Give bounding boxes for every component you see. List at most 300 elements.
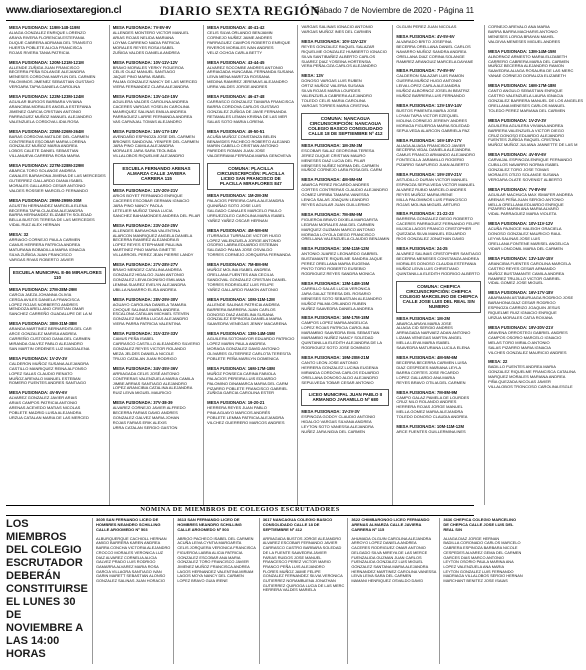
member-name: ZUÑIGA VALDES DANIELA ANDREA	[112, 49, 180, 55]
member-name: MELLA LEIVA MARIA ISABEL	[396, 340, 450, 346]
member-name: GONZALEZ ESPINOSA DANIELA MARIA	[207, 316, 282, 322]
member-name: JIMENEZ MUÑOZ FRANCISCA ANDREA	[177, 563, 250, 569]
mesa-title: MESA FUSIONADA: 13M-14M-15M	[207, 331, 275, 337]
location-header	[396, 281, 481, 313]
member-name: LOPEZ ROJAS PATRICIA CAROLINA	[301, 325, 370, 331]
member-name: BARRERA BARRERA JUAN CARLOS	[207, 306, 276, 312]
mesa-block	[488, 49, 583, 80]
member-name: PINTO TORO ROBERTO EUSEBIO	[301, 266, 366, 272]
mesa-block	[396, 138, 481, 169]
member-name: BARRA CONCHA VICTORIA ALEJANDRO	[96, 545, 171, 551]
mesa-title: MESA FUSIONADA: 13M-14M-15M	[488, 48, 556, 54]
member-name: LOPEZ GALLARDO ANA MARIA	[396, 374, 456, 380]
member-name: POBLETE PEÑA MARILYN DOMENICA	[207, 355, 279, 361]
mesa-title: MESA FUSIONADA: 13V-14V-15V	[112, 94, 178, 100]
member-name: VALENZUELA CABRERA ALEJANDRO	[301, 93, 373, 99]
mesa-title: MESA FUSIONADA: 1M-2M-3M	[301, 142, 363, 148]
member-name: ALARCON MANRIQUEZ ANGELA DANIELA	[112, 232, 193, 238]
member-name: VILCHES GONZALEZ MAURICIO ANDRES	[488, 349, 567, 355]
member-name: TORRES RODRIGUEZ LUIS FELIPE	[207, 281, 274, 287]
text-column	[6, 25, 109, 505]
mesa-block	[207, 25, 294, 56]
member-name: PALACIOS PEREIRA LUIS EDUARDO	[207, 375, 277, 381]
mesa-title: MESA FUSIONADA: 27V-28V-27V	[112, 262, 178, 268]
mesa-block	[443, 537, 522, 584]
member-name: CONTRERAS ESCOBAR MARIA LORENA	[9, 138, 86, 144]
member-name: ARRIAGO CORNEJO PAULA CARMEN	[9, 237, 81, 243]
member-name: RAMIREZ ARANGUIZ MARCELA DAYANE	[396, 58, 474, 64]
mesa-block	[207, 60, 294, 91]
member-name: ESCOBAR SALAZ GEORGINA TERESA	[301, 147, 375, 153]
mesa-title: MESA FUSIONADA: 10V-11V-12V	[112, 59, 178, 65]
mesa-title: MESA FUSIONADA: 16M-17M-18M	[301, 315, 370, 321]
mesa-block	[396, 211, 481, 242]
member-name: MILLA PALOMINOS LUIS FRANCISCO	[396, 196, 467, 202]
member-name: GONZALEZ TORO JOSE TOMAS	[488, 167, 549, 173]
member-name: VILLARROEL PEREZ JEAN PIERRE LANDY	[112, 252, 194, 258]
notice-box	[6, 518, 92, 664]
mesa-block	[113, 188, 200, 219]
member-name: GONZALEZ GALVEZ MARIA JOHAN	[112, 415, 180, 421]
member-name: CESPEDES ALVAREZ GEMA DEL CARMEN	[443, 549, 522, 555]
mesa-block	[301, 355, 389, 386]
mesa-block	[488, 221, 583, 252]
member-name: ORELLANA DONOSO ALDO ALEJANDRO	[301, 374, 379, 380]
mesa-title: MESA: 13V	[301, 73, 324, 79]
mesa-title: MESA FUSIONADA: 23V-24V-25V	[112, 222, 178, 228]
text-column	[297, 25, 392, 505]
member-name: VILCHEZ GUERRERO MARCOS ANDRES	[207, 420, 285, 426]
member-name: MARQUEZ GUZMAN MARCO ANTONIO	[301, 226, 375, 232]
location-header	[113, 163, 200, 185]
member-name: ARCE GONZALEZ MARISA ANDREA	[9, 331, 77, 337]
member-name: LOPEZ VALENZUELA ANA MARIA	[443, 563, 505, 569]
member-name: AGUSTIN HERNANDEZ MARCELA ELENA	[9, 202, 88, 208]
mesa-block	[263, 537, 345, 593]
member-name: LOPEZ REYES STEPHANIE PAULINA	[112, 242, 183, 248]
member-name: SALGADO PALMA JOSE OSVALDO	[207, 247, 273, 253]
member-name: ALVAREZ SOCOMBE ANDRES ANTONIO	[207, 64, 283, 70]
mesa-title: MESA FUSIONADA: 19M-20M-21M	[301, 354, 370, 360]
location-header	[9, 267, 106, 284]
mesa-title: MESA FUSIONADA: 43-44-45	[207, 59, 265, 65]
member-name: ALIAGA CID SERGIO ANDRES	[396, 325, 453, 331]
mesa-block	[488, 187, 583, 218]
member-name: ESCALONA CATALAN MICHAEL STEVEN	[112, 311, 190, 317]
member-name: ORELLANA FUENTES ANA CECILIA	[207, 272, 274, 278]
member-name: BECERRA ORELLANA DANIEL CARLOS	[396, 43, 471, 49]
member-name: CUBILLOS NAVARRO NORMA ISABEL	[488, 162, 560, 168]
member-name: QUINTANILLA ELEDITH RODRIGO ALBERTO	[396, 270, 480, 276]
member-name: BARRA HERNANDEZ ELIZABETH SOLEDAD	[9, 212, 92, 218]
member-name: GARCIA VILLAGRA SANTIAGO IVAN	[96, 568, 162, 574]
mesa-title: MESA FUSIONADA: 10V-11V-12V	[488, 221, 554, 227]
member-name: DELGADO SILVA MIREYA DE LAS MERCE	[351, 549, 428, 555]
mesa-block	[301, 25, 389, 35]
member-name: GONZALEZ LEIVA DIONISIO EMILIANA	[112, 276, 186, 282]
member-name: ZUÑIGA GARCIA CAROLINA ESTER	[207, 390, 275, 396]
mesa-title: MESA FUSIONADA: 119M-148-119M	[9, 25, 80, 30]
member-name: VALDES ROSSIER MARCELO FERNANDO	[9, 187, 89, 193]
member-name: CARVAJAL ESPINOZA ENRIQUE FERNANDO	[488, 157, 573, 163]
mesa-block	[396, 25, 481, 30]
member-name: ABRIGO PACHECO ISABEL DEL CARMEN	[177, 535, 254, 541]
member-name: VIDAR LONCOMIL MARIA DEL CARMEN	[488, 245, 563, 251]
member-name: GONZALEZ SALINAS JUAN HORACIO	[96, 578, 165, 584]
mesa-title: 3617 NANCAGUA COLEGIO BASICO CONSOLIDADO CALLE 18 DE SEPTIEMBRE Nº 412	[262, 517, 333, 532]
member-name: BECERRA VIDAL DANIELA ALEJANDRA	[396, 147, 471, 153]
mesa-block	[351, 518, 436, 533]
member-name: ROJAS MOLINA MIGUEL ARTURO	[396, 201, 460, 207]
member-name: OSORIO LABRA EDUARDO ESTEBAN	[207, 242, 279, 248]
member-name: BENAVIDES PACHECO ROBERTO ALEJAND	[207, 138, 290, 144]
location-title: ESCUELA MUNICIPAL E-86 MIRAFLORES 110	[12, 269, 102, 280]
location-header	[301, 389, 389, 406]
member-name: CASTRO VALENZUELA LAURA IGNACIA	[488, 93, 564, 99]
member-name: ARENAS PEÑA JUAN SERGIO ANTONIO	[488, 196, 564, 202]
member-name: CORNEJO NUÑEZ JAIME ANDRES	[207, 34, 273, 40]
member-name: YAÑEZ GALLARDO RAMON ANTONIO	[207, 286, 279, 292]
mesa-title: MESA FUSIONADA: 227M-228M-229M	[9, 163, 84, 169]
member-name: MUÑOZ BARRERA LUIS FERNANDO	[396, 93, 465, 99]
member-name: CORTES CONTRERAS CLAUDIO ALEJANDRO	[301, 187, 389, 193]
member-name: FARIAS RUIDOS JOSE MANUEL	[262, 554, 322, 560]
member-name: PIZARRO MARIN ANA MARIA ALVARO	[488, 206, 559, 212]
mesa-title: MESA FUSIONADA: 4M-5M-6M	[301, 177, 363, 183]
mesa-title: 3622 CHIMBARONGO LICEO FERNANDO ARENAS ALMARZA CALLE JAVIERA CARRERA Nº 115	[351, 517, 430, 532]
issue-date-page: Sábado 7 de Noviembre de 2020 - Página 11	[314, 6, 474, 15]
mesa-block	[207, 262, 294, 293]
member-name: AGUILAR MACHUCA MAX ISMAFER ANDREA	[488, 191, 573, 197]
mesa-block	[177, 537, 255, 584]
member-name: SANCHEZ BAHAMONDES ANDREA DEL PILAR	[112, 212, 201, 218]
member-name: BUSTAMANTE RIQUELME SANDRA JAQUE	[301, 256, 383, 262]
mesa-title: MESA FUSIONADA: 16M-17M-18M	[207, 365, 275, 371]
member-name: PALOMINO DINAMARCA MARIA DEL CARM	[207, 380, 289, 386]
member-name: ROJAS FARIAS ERIK ALEXIS	[112, 419, 167, 425]
mesa-block	[207, 400, 294, 426]
escrutadores-section	[6, 517, 523, 664]
member-name: LEYTON GONZALEZ LUIS FERNANDO	[443, 568, 514, 574]
member-name: LETELIER MUÑOZ TANIA LUCIA	[112, 207, 173, 213]
location-title: ESCUELA FERNANDO ARENAS ALMARZA CALLE JAVIERA CARRERA 115	[122, 166, 191, 182]
member-name: VALDIVIA MENESES MIGUEL ANDRES	[488, 38, 561, 44]
member-name: UBILLA NAVARRO ELISA ANDREA	[112, 286, 177, 292]
mesa-block	[396, 34, 481, 65]
mesa-title: MESA FUSIONADA: 19-20-21	[207, 400, 265, 406]
member-name: SEPULVEDA ALARCON GABRIELA PAZ	[396, 127, 470, 133]
mesa-block	[301, 246, 389, 277]
member-name: RIQUELME RUIZ IGNACIO ENRIQUE	[488, 310, 557, 316]
band-bottom-rule	[6, 515, 474, 516]
member-name: GONZALEZ REYES VICTOR ROLANDO	[112, 345, 186, 351]
member-name: VALENZUELA CORDOVA LIDIA ROSA	[9, 118, 79, 124]
member-name: LEYTON SOTO VANESSA ALEJANDRA	[301, 424, 374, 430]
member-name: CHOQUE SALINAS MARÍA ANDREA	[112, 306, 180, 312]
mesa-block	[113, 94, 200, 125]
member-name: PARRAGUEZ MUÑOZ MANUEL ALEJANDRO	[9, 113, 92, 119]
member-name: GONZALEZ HIDALGO JUAN ANTONIO	[112, 272, 184, 277]
mesa-block	[113, 366, 200, 397]
member-name: BARAHONA DIAZ CESAR RODRIGO	[488, 300, 556, 306]
escrutador-column	[439, 518, 525, 664]
member-name: MENESES DIAZ LUCIA DEL PILAR	[301, 157, 366, 163]
mesa-block	[488, 118, 583, 149]
member-name: PIZARRO POBLETE FRANCISCO GABRIEL	[207, 385, 288, 391]
member-name: QUINTANILLA ELEDITH ALEJANDRA DE LA	[301, 340, 383, 346]
member-name: CONTRERAS VALENZUELA MARIA CAMILA	[112, 375, 194, 381]
member-name: VARGAS MUÑOZ INES DEL CARMEN	[301, 28, 372, 34]
mesa-block	[301, 39, 389, 70]
site-url[interactable]: www.diariosextaregion.cl	[6, 5, 122, 16]
member-name: MUÑOZ CORNEJO LARA ROSA DEL CARM	[301, 167, 382, 173]
member-name: LOYAN TAPIA VICTOR EZEQUIEL	[396, 112, 459, 118]
member-name: SILVA ROJAS MARIA LOURDES	[301, 88, 361, 94]
member-name: CELIS JORQUERA VERONICA FRANCISCA	[177, 545, 256, 551]
member-name: GONZALEZ MUÑOZ MARIA ANDREA	[9, 143, 78, 149]
member-name: ARROYO LOPEZ DANIELA ANDREA	[351, 540, 417, 546]
mesa-title: 3605 SAN FERNANDO LICEO DE HOMBRES NEANDRO SCHILLING CALLE ARGOMEDO Nº 503	[96, 517, 161, 532]
mesa-block	[96, 518, 170, 533]
mesa-block	[207, 366, 294, 397]
member-name: LOBOS CALETE DANIEL SEBASTIAN	[9, 148, 79, 154]
mesa-block	[263, 518, 345, 533]
member-name: RODRIGUEZ REYES SANDRA MONICA	[301, 271, 375, 276]
member-name: MUÑOZ PALMA ORLANDO RUBEN	[301, 300, 367, 306]
member-name: RUIZ LEIVA MIGUEL MAURICIO	[112, 390, 172, 396]
mesa-title: MESA FUSIONADA: 7V-8V-9V	[396, 68, 455, 74]
member-name: MORAGA GONZALEZ DAVID ANTONIO	[207, 346, 280, 352]
member-name: MARAMBIO SAAVEDRA EMIL SEBASTIAN	[301, 330, 380, 336]
member-name: PINA AGUAYO MARCOS ANDRÉS	[207, 410, 271, 416]
mesa-block	[96, 537, 170, 584]
member-name: DUQUE CABRERA ADRIANA DEL TRANSITO	[9, 39, 93, 45]
member-name: GONZALEZ TORO FRANCISCO JAVIER	[177, 559, 249, 565]
mesa-title: MESA FUSIONADA: 122M-123M-124M	[9, 94, 84, 100]
member-name: GARCES DIAS MARCO ANTONIO	[443, 554, 505, 560]
member-name: ARRIAGADA HUNCABAL FERNANDA SUSANA	[207, 69, 294, 75]
member-name: RIQUELME GONZALEZ HUMBERTO IGNACIO	[301, 48, 387, 54]
mesa-title: MESA FUSIONADA: 37V-38-39	[112, 400, 173, 406]
member-name: ABARCA TORO SOLANGE ANDREA	[9, 168, 76, 174]
member-name: MENESES NUÑEZ NORMA DEL CARMEN	[301, 162, 379, 168]
member-name: LEIVA LOPEZ CARLA ALEJANDRA	[396, 83, 461, 89]
mesa-block	[396, 103, 481, 134]
member-name: MORAGA FIGUEROA MARIA SOLEDAD	[396, 122, 470, 128]
member-name: LEYTON OSORIO PAULA MARINA ANA	[443, 559, 514, 565]
member-name: LAGOS HERNANDEZ VALENTINA MIRIAM	[177, 568, 254, 574]
mesa-title: MESA FUSIONADA: 19V-20V-21V	[396, 172, 462, 178]
mesa-block	[396, 355, 481, 386]
member-name: RETAMALES LEMAN KRISNA DE LAS MER	[207, 113, 288, 119]
member-name: MUÑOZ LEIVA LUIS CHRISTIANO	[396, 265, 459, 271]
member-name: URZUA CATALAN MARIA DE LAS MERCED	[9, 414, 89, 420]
member-name: CARRILLO SALAS LUCIA VERONICA	[301, 285, 371, 291]
member-name: ARAVENA ORROSTEGI GABRIEL ANDRES	[488, 329, 568, 335]
member-name: LOPEZ VALENZUELA JORGE ANTONIO	[207, 237, 281, 243]
member-name: NUÑEZ SAAVEDRA DANIELA ANDREA	[301, 305, 374, 311]
mesa-title: MESA FUSIONADA: 28V-29V-30V	[112, 296, 178, 302]
member-name: VAS CARVAJAL TOMAS ALEJANDRO	[112, 118, 182, 124]
member-name: SAN MARTIN ORDENES LUZ MAGDALENA	[9, 345, 90, 351]
escrutador-column	[92, 518, 173, 664]
member-name: JEREZ DUQUE CRISTIAN MAURO	[301, 152, 366, 158]
member-name: GONZALEZ RIQUELME FRANCISCA CATALINA	[488, 369, 576, 375]
member-name: ALVARADO BRITO JOSEFINA	[396, 38, 452, 44]
member-name: ORELLANA FONTENE MARISEL ANGELICA	[488, 241, 570, 246]
member-name: ALIAGA DIAZ JORGE HERNAN	[443, 535, 500, 541]
member-name: BECERRA MENESES CONSTANZA ANDREA	[396, 255, 479, 261]
member-name: FUENZALIDA GONZALEZ LUIS MIGUEL	[351, 559, 424, 565]
member-name: GOMEZ URRIBA TAMARA VANESSA	[301, 192, 369, 198]
text-column	[203, 25, 297, 505]
member-name: HIDALGO VARGAS SILVANA ANDREA	[301, 419, 372, 425]
member-name: CABRERA ESPINOZA BARBARA NICOLE	[443, 545, 518, 551]
mesa-block	[301, 409, 389, 435]
mesa-title: MESA FUSIONADA: 10M-11M-12M	[301, 246, 369, 252]
member-name: MARQUEZ MORALES MARIANA ANDREA	[488, 374, 566, 380]
mesa-title: MESA FUSIONADA: 7V-8V-9V	[112, 25, 171, 30]
mesa-block	[113, 223, 200, 258]
mesa-block	[113, 60, 200, 91]
mesa-block	[488, 290, 583, 321]
member-name: MUÑOZ MUÑOZ JULIANA JANNETTE DE LAS M	[488, 142, 578, 148]
member-name: LOYMA CARRENO NADIA PATRICIA	[112, 39, 180, 45]
member-name: GONZALEZ FERNANDEZ SILVIA VERONICA	[262, 573, 343, 579]
mesa-title: MESA FUSIONADA: 4M-5M-6M	[396, 354, 458, 360]
mesa-block	[443, 518, 522, 533]
member-name: VILLALOBOS RIQUELME ALEJANDRO	[112, 153, 185, 159]
mesa-title: MESA FUSIONADA: 7M-8M-9M	[396, 389, 458, 395]
member-name: BARRA CORDOVA CARLOS GUSTAVO	[207, 103, 280, 109]
member-name: FUENTES ZUÑIGA RAQUEL CRISTINA	[488, 137, 560, 143]
mesa-title: 3613 SAN FERNANDO LICEO DE HOMBRES NEANDRO SCHILLING CALLE ARGOMEDO Nº 503	[177, 517, 242, 532]
member-name: ANTONIO JUAREZ LEONARDO GABRIEL	[301, 251, 379, 257]
mesa-title: MESA FUSIONADA: 13V-15V-14V	[396, 102, 462, 108]
mesa-title: MESA FUSIONADA: 16M-17M-18M	[488, 83, 556, 89]
mesa-title: MESA FUSIONADA: 46-47-48	[207, 94, 265, 100]
member-name: GUERRA MUÑOZ HUGO ANTONIO	[396, 78, 462, 84]
member-name: SEPULVEDA TOBAR CESAR ANTONIO	[301, 379, 374, 385]
member-name: VIDAL RUIZ ALEX HERNAN	[9, 222, 60, 228]
mesa-block	[488, 83, 583, 114]
mesa-block	[207, 331, 294, 362]
member-name: ALIAGA GONZALEZ ENRIQUE LORENZO	[9, 30, 86, 35]
member-name: RIVEROS MORALES IVAN ANDRES	[207, 44, 274, 50]
member-name: PEREZ ORELLANA MARIA EUGENIA	[301, 261, 370, 267]
mesa-title: MESA FUSIONADA: 49-50-51	[207, 128, 265, 134]
member-name: BADILLA CORONADO CARLOS MARCELO	[443, 540, 521, 546]
member-name: LEIVA MENA MARITZA ROSSANA	[207, 74, 270, 80]
member-name: FRANCESCO PEREZ VICTOR MARIO	[262, 559, 331, 565]
member-name: MUÑOZ FONSECA CARINA FABIOLA	[207, 370, 276, 376]
member-name: FIGUEROA BRAVO DIXIELA MARGARITA	[301, 216, 378, 222]
member-name: LOPEZ BRAVO GUIA IRENE	[177, 578, 228, 584]
member-name: BECERRA TAPIA CLAUDIA ALEJANDRA	[9, 207, 83, 213]
member-name: MIRANDA GALVEZ PABLO ALEJANDRO	[9, 340, 83, 346]
mesa-title: MESA FUSIONADA: 19V-20V-21V	[488, 324, 554, 330]
mesa-title: MESA FUSIONADA: 16V-17V-18V	[112, 128, 178, 134]
member-name: REYES GONZALEZ RAQUEL SALAZAR	[301, 43, 375, 49]
member-name: MORAGA LOYOLA DIEGO FRANCISCO	[301, 231, 375, 237]
member-name: AHUMADA OLGUIN CAROLINA ALEJANDRA	[351, 535, 432, 541]
member-name: CELIS SILVA ORLANDO BENJAMIN	[207, 30, 273, 35]
member-name: VILLANUEVA CARRERA ROSA MARIA	[9, 153, 80, 159]
member-name: GARIN MARETT SEBASTIAN ALONSO	[96, 573, 166, 579]
mesa-title: MESA FUSIONADA: 31V-32V-33V	[112, 331, 178, 337]
member-name: ARRIAGADA CELIS JOSÉ ANTONIO	[112, 370, 180, 376]
member-name: CARRASCO GONZALEZ TAMARA FRANCISCA	[207, 99, 294, 105]
member-name: LEIVA LEIVA SARA DEL CARMEN	[351, 573, 412, 579]
mesa-block	[9, 287, 106, 318]
member-name: BECERRA BECERRA CARMEN LUISA	[396, 359, 467, 365]
member-name: MATURANA BOBADILLA MARIA IGNACIA	[9, 247, 86, 252]
member-name: AGUILERA SOTOMAYOR EDUARDO PATRICIO	[207, 336, 295, 342]
member-name: HERRERA GONZALEZ LUCINA EUGENIA	[301, 364, 379, 370]
mesa-block	[9, 129, 106, 160]
member-name: BECERRA PEÑA SOLANGE ALEJANDRA	[9, 69, 85, 75]
mesa-title: MESA FUSIONADA: 4V-5V-6V	[488, 152, 547, 158]
member-name: AGUILAR BURGOS BARBARA VIVIANA	[9, 99, 82, 105]
member-name: PARRAGUEZ CAMPOS ROBERTO ENRIQUE	[207, 39, 291, 45]
member-name: GUTIERREZ GALLARDO DIANA ISABEL	[9, 177, 84, 183]
member-name: BELLA BUSTOS TERESA DE LAS MERCEDES	[9, 217, 95, 223]
member-name: CACERES PARRAGUEZ FERNANDO FELIPE	[396, 221, 480, 227]
member-name: ALVAREZ SALINAS CRISTOPHER SANTIAGO	[396, 251, 482, 256]
mesa-title: 3636 CHEPICA COLEGIO MARCELINO DE CHEPICA CALLE JOSE LUIS DEL REAL S/N	[443, 517, 517, 532]
mesa-title: MESA FUSIONADA: 1V-2V-3V	[488, 117, 547, 123]
member-name: PIZARRO SANFURGO JUAN ALBERTO	[396, 162, 469, 168]
mesa-block	[113, 331, 200, 362]
mesa-title: MESA FUSIONADA: 24-25	[396, 246, 448, 251]
member-name: DONOSO GONZALEZ MAURICIO RAUL	[488, 231, 562, 237]
member-name: VERA PEÑALOZA CARLOS ALEJANDRO	[301, 63, 377, 69]
member-name: CAMPO GALAZ PAMELA DE LOURDES	[396, 394, 470, 400]
member-name: CORNEJO AREVALO ANA MARIA	[488, 24, 550, 29]
member-name: LEYVA SALINAS JOSE LUIS	[488, 236, 541, 242]
member-name: SAAVEDRA VENEGAS JENNY MACARENA	[207, 321, 287, 327]
member-name: GONZALEZ ZUÑIGA DE JAVIE FERNANDA	[207, 108, 287, 114]
member-name: JAQUE PINO MARIA ISABEL	[112, 74, 166, 80]
member-name: FONTECILLA JARAMILLO ROGERIO	[396, 157, 465, 163]
member-name: ALIAGA ALIAGA FRANCISCO JAVIER	[396, 142, 466, 148]
member-name: AGUAYO CAROLINA DANIELA TAMARA	[112, 301, 187, 307]
member-name: DIAZ ALVAREZ CORNELIA ALICIA	[96, 554, 157, 560]
member-name: MUÑOZ AREVALO MANUEL ESTEBAN	[9, 375, 81, 381]
member-name: BRAVO MENDEZ CATALINA ANDREA	[112, 267, 182, 273]
member-name: MIRANDA CORDOVA CARLOS EDUARDO	[301, 369, 380, 375]
member-name: MEDINA RAMIREZ JEREMIAS ALEJANDRO	[207, 79, 288, 85]
member-name: VIERA FERNANDEZ CLARA ALEJANDRA	[112, 84, 189, 90]
member-name: CALDERON MUÑOZ SUSANA ALEJANDRA	[9, 360, 89, 366]
member-name: ARRIAGADA NARVAEZ ADAN ANTONIO	[396, 330, 471, 336]
member-name: FUENZALIDA GUZMAN JUAN CARLOS	[351, 554, 422, 560]
escrutador-column	[173, 518, 258, 664]
mesa-block	[301, 212, 389, 243]
location-title: LICEO MUNICIPAL JUAN PABLO II ARMANDO JARAMILLO Nº 680	[308, 392, 383, 403]
member-name: PALOMINOS JIMENEZ SEBASTIAN GUSTAVO	[9, 79, 95, 85]
mesa-block	[9, 163, 106, 194]
mesa-title: MESA FUSIONADA: 13V-14V-15V	[488, 255, 554, 261]
member-name: ARENAS ACEVEDO MATIAS NICOLAS	[9, 405, 81, 411]
member-name: URZUA MORALES CATIA ROXANA	[488, 314, 553, 320]
member-name: CANALES BARAHONA JIMENA DE LAS MERCEDES	[9, 173, 106, 179]
mesa-title: MESA FUSIONADA: 10V-11V-12V	[301, 38, 367, 44]
member-name: AMIGO BARRERA KAREN ANDREA	[96, 540, 161, 546]
member-name: FRANCO PEÑA LUIS ALEJANDRO	[262, 563, 325, 569]
member-name: MORALES OTIZO SOLANGE SUSANA	[488, 171, 559, 177]
member-name: ROJAS RIVERA TANIA PATRICIA	[9, 49, 70, 55]
